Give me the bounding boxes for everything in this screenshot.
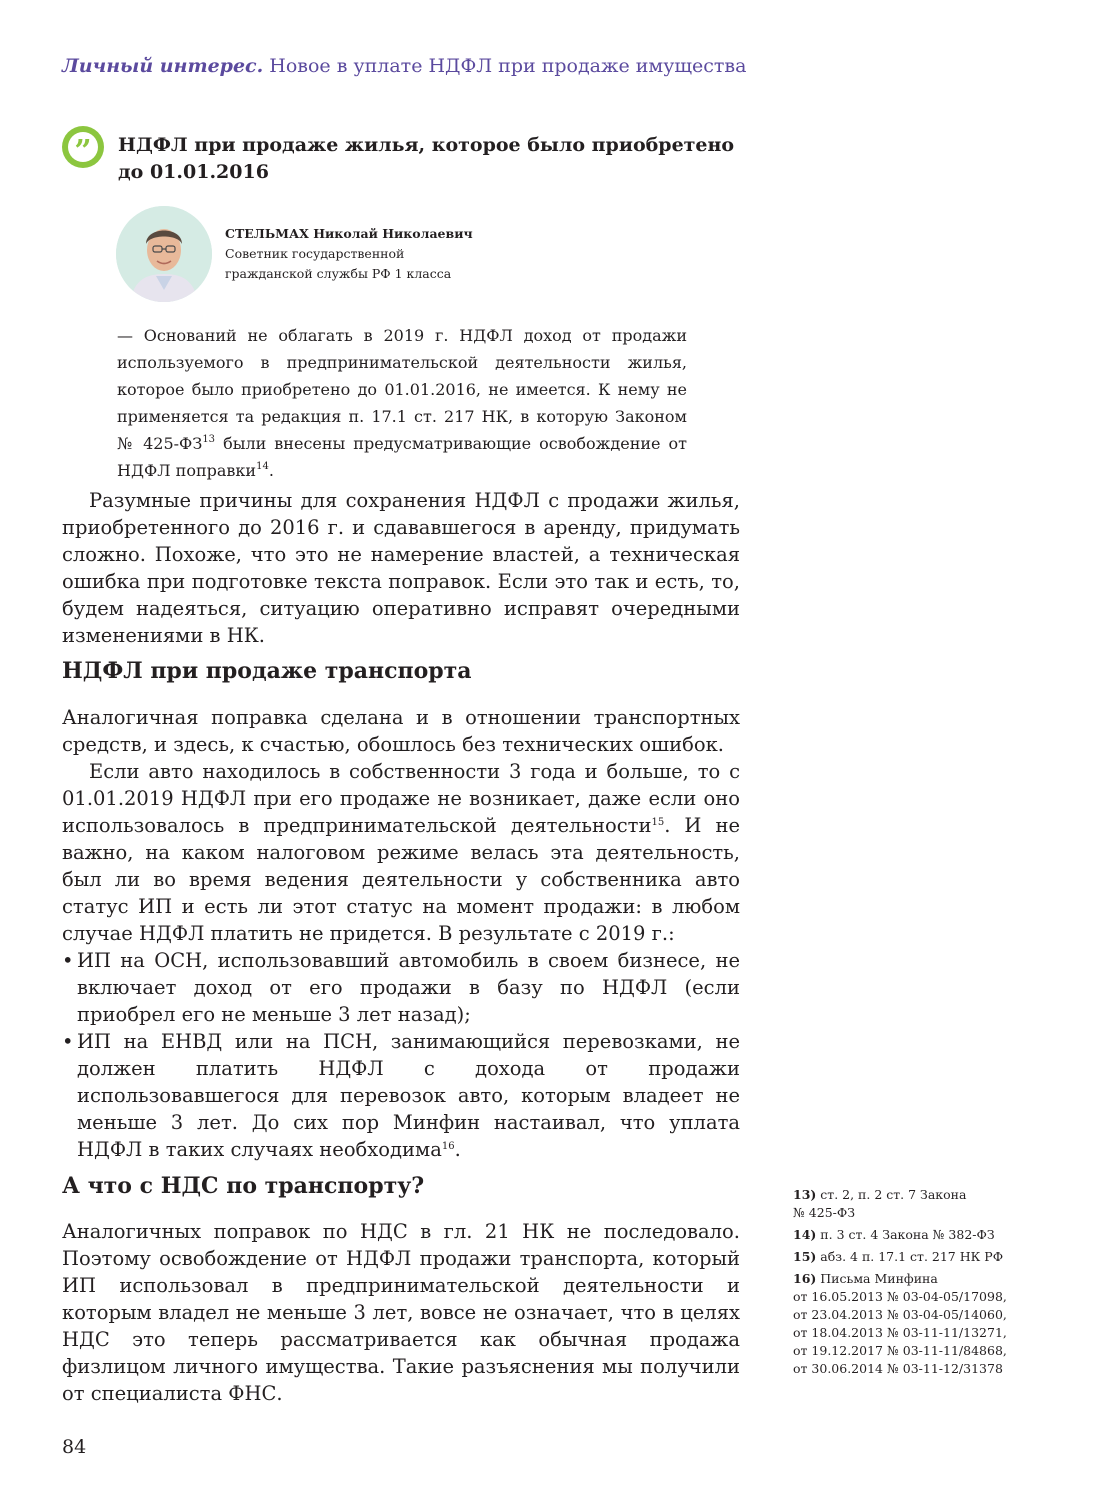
section-transport-body [62,704,740,1163]
list-item [62,947,740,1028]
quote-text [117,322,687,484]
section-vat-body [62,1218,740,1407]
footnote-ref-13: 13 [202,434,216,445]
footnote-text: от 19.12.2017 № 03-11-11/84868, [793,1343,1007,1358]
paragraph-reasons [62,487,740,649]
bullet-marker: • [62,949,74,972]
paragraph-part: . И не важно, на каком налоговом режиме велась эта деятельность, был ли во время ведения деятельности у собственника авто статус ИП и есть ли этот статус на момент продажи: в любом случае НДФЛ платить не придется. В результате с 2019 г.: [62,814,741,945]
footnote-text: п. 3 ст. 4 Закона № 382-ФЗ [816,1227,995,1242]
header-title: Новое в уплате НДФЛ при продаже имущества [269,55,747,77]
list-item-text: . [454,1138,461,1161]
author-photo [116,206,212,302]
heading-vat: А что с НДС по транспорту? [62,1173,425,1199]
footnote-number: 13) [793,1187,817,1202]
quote-text-part: . [268,461,274,480]
svg-text:”: ” [74,134,92,168]
running-header [62,52,962,80]
heading-transport: НДФЛ при продаже транспорта [62,658,472,684]
quote-icon [62,126,104,168]
footnote-text: ст. 2, п. 2 ст. 7 Закона [816,1187,967,1202]
footnote-16 [793,1270,1023,1378]
footnote-text: от 16.05.2013 № 03-04-05/17098, [793,1289,1007,1304]
list-item [62,1028,740,1163]
paragraph: Разумные причины для сохранения НДФЛ с продажи жилья, приобретенного до 2016 г. и сдававшегося в аренду, придумать сложно. Похоже, что это не намерение властей, а техническая ошибка при подготовке текста поправок. Если это так и есть, то, будем надеяться, ситуацию оперативно исправят очередными изменениями в НК. [62,489,740,647]
footnote-number: 14) [793,1227,817,1242]
footnote-ref-15: 15 [651,817,665,828]
footnotes [793,1186,1023,1382]
list-item-text: ИП на ОСН, использовавший автомобиль в своем бизнесе, не включает доход от его продажи в базу по НДФЛ (если приобрел его не меньше 3 лет назад); [77,949,740,1026]
paragraph: Аналогичных поправок по НДС в гл. 21 НК не последовало. Поэтому освобождение от НДФЛ продажи транспорта, который ИП использовал в предпринимательской деятельности и которым владел не меньше 3 лет, вовсе не означает, что в целях НДС это теперь рассматривается как обычная продажа физлицом личного имущества. Такие разъяснения мы получили от специалиста ФНС. [62,1220,740,1405]
author-role: гражданской службы РФ 1 класса [225,266,452,281]
bullet-marker: • [62,1030,74,1053]
quote-text-part: были внесены предусматривающие освобождение от НДФЛ поправки [117,434,687,480]
paragraph: Аналогичная поправка сделана и в отношении транспортных средств, и здесь, к счастью, обошлось без технических ошибок. [62,706,740,756]
author-info [225,224,625,284]
quote-title-line: НДФЛ при продаже жилья, которое было приобретено [118,134,735,156]
paragraph [62,758,740,947]
page-number: 84 [62,1436,87,1458]
author-role: Советник государственной [225,246,405,261]
footnote-14 [793,1226,1023,1244]
footnote-number: 15) [793,1249,817,1264]
footnote-13 [793,1186,1023,1222]
footnote-text: от 30.06.2014 № 03-11-12/31378 [793,1361,1003,1376]
footnote-text: абз. 4 п. 17.1 ст. 217 НК РФ [816,1249,1004,1264]
bullet-list [62,947,740,1163]
footnote-ref-14: 14 [256,461,269,472]
paragraph-part: Если авто находилось в собственности 3 года и больше, то с 01.01.2019 НДФЛ при его продаже не возникает, даже если оно использовалось в предпринимательской деятельности [62,760,740,837]
author-name: СТЕЛЬМАХ Николай Николаевич [225,226,473,241]
footnote-ref-16: 16 [441,1141,455,1152]
footnote-number: 16) [793,1271,817,1286]
header-section: Личный интерес. [62,55,264,77]
quote-text-part: — Оснований не облагать в 2019 г. НДФЛ доход от продажи используемого в предпринимательской деятельности жилья, которое было приобретено до 01.01.2016, не имеется. К нему не применяется та редакция п. 17.1 ст. 217 НК, в которую Законом № 425-ФЗ [117,326,687,453]
quote-title-line: до 01.01.2016 [118,161,269,183]
footnote-text: от 18.04.2013 № 03-11-11/13271, [793,1325,1007,1340]
quote-title [118,132,758,186]
footnote-text: № 425-ФЗ [793,1205,856,1220]
footnote-text: от 23.04.2013 № 03-04-05/14060, [793,1307,1007,1322]
footnote-text: Письма Минфина [816,1271,938,1286]
list-item-text: ИП на ЕНВД или на ПСН, занимающийся перевозками, не должен платить НДФЛ с дохода от продажи использовавшегося для перевозок авто, которым владеет не меньше 3 лет. До сих пор Минфин настаивал, что уплата НДФЛ в таких случаях необходима [77,1030,740,1161]
footnote-15 [793,1248,1023,1266]
